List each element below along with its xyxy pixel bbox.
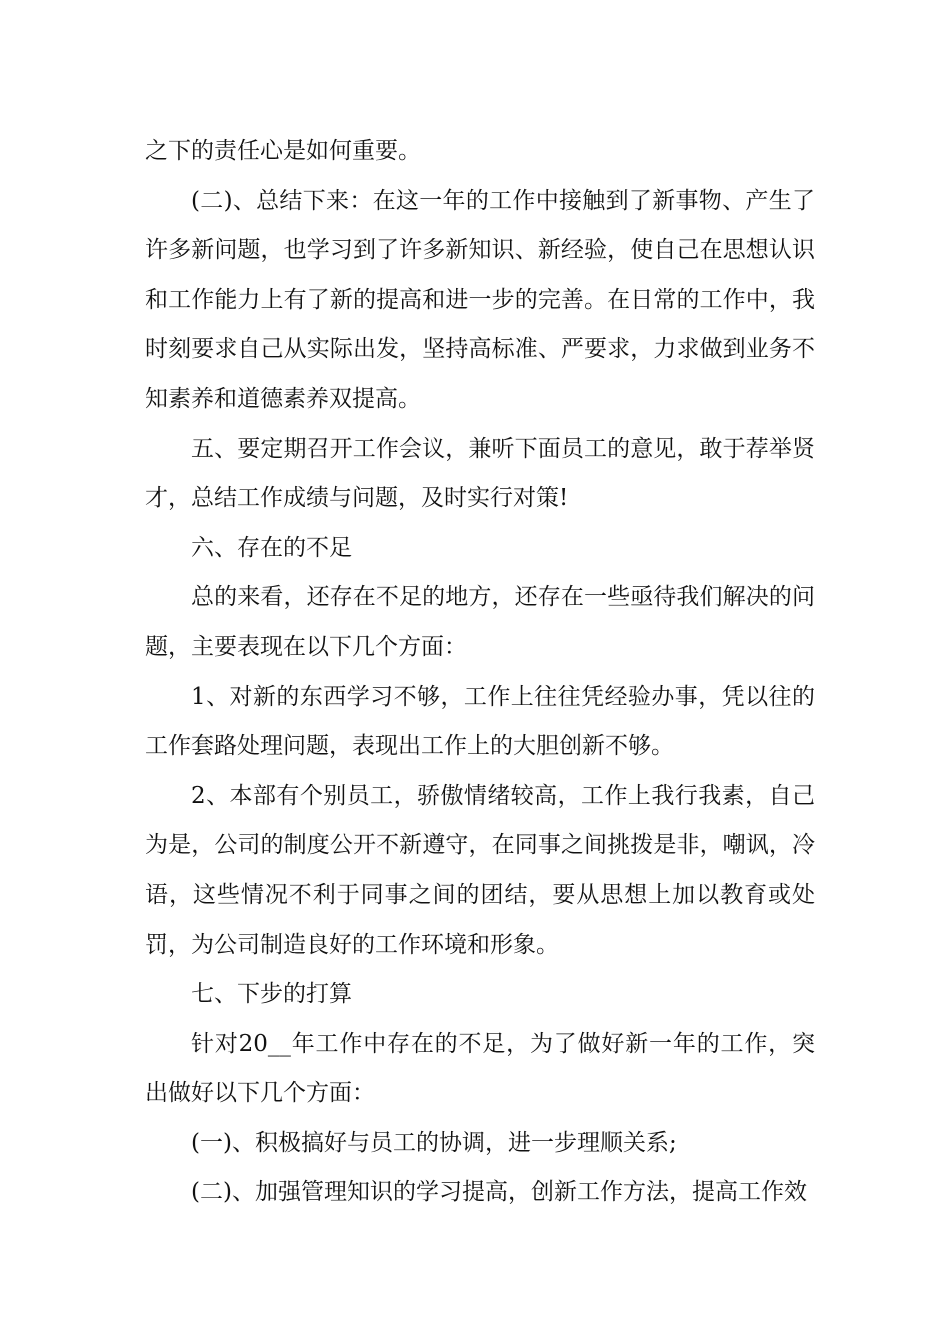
plan-item-1: (一)、积极搞好与员工的协调，进一步理顺关系; — [191, 1129, 677, 1156]
heading-shortcomings: 六、存在的不足 — [191, 534, 352, 561]
paragraph-item-five: 五、要定期召开工作会议，兼听下面员工的意见，敢于荐举贤才，总结工作成绩与问题，及时实行对策! — [145, 435, 815, 512]
list-item-1: 1、对新的东西学习不够，工作上往往凭经验办事，凭以往的工作套路处理问题，表现出工作上的大胆创新不够。 — [145, 683, 815, 760]
document-body — [145, 127, 815, 1218]
paragraph-responsibility: 之下的责任心是如何重要。 — [145, 138, 421, 164]
paragraph-overview: 总的来看，还存在不足的地方，还存在一些亟待我们解决的问题，主要表现在以下几个方面： — [145, 584, 815, 660]
list-item-2: 2、本部有个别员工，骄傲情绪较高，工作上我行我素，自己为是，公司的制度公开不新遵守，在同事之间挑拨是非，嘲讽，冷语，这些情况不利于同事之间的团结，要从思想上加以教育或处罚，为公司制造良好的工作环境和形象。 — [145, 782, 815, 958]
heading-next-steps: 七、下步的打算 — [191, 981, 352, 1008]
paragraph-summary: (二)、总结下来：在这一年的工作中接触到了新事物、产生了许多新问题，也学习到了许多新知识、新经验，使自己在思想认识和工作能力上有了新的提高和进一步的完善。在日常的工作中，我时刻要求自己从实际出发，坚持高标准、严要求，力求做到业务不知素养和道德素养双提高。 — [145, 187, 815, 412]
paragraph-plan-intro: 针对20__年工作中存在的不足，为了做好新一年的工作，突出做好以下几个方面： — [145, 1030, 815, 1107]
plan-item-2: (二)、加强管理知识的学习提高，创新工作方法，提高工作效 — [191, 1179, 807, 1206]
